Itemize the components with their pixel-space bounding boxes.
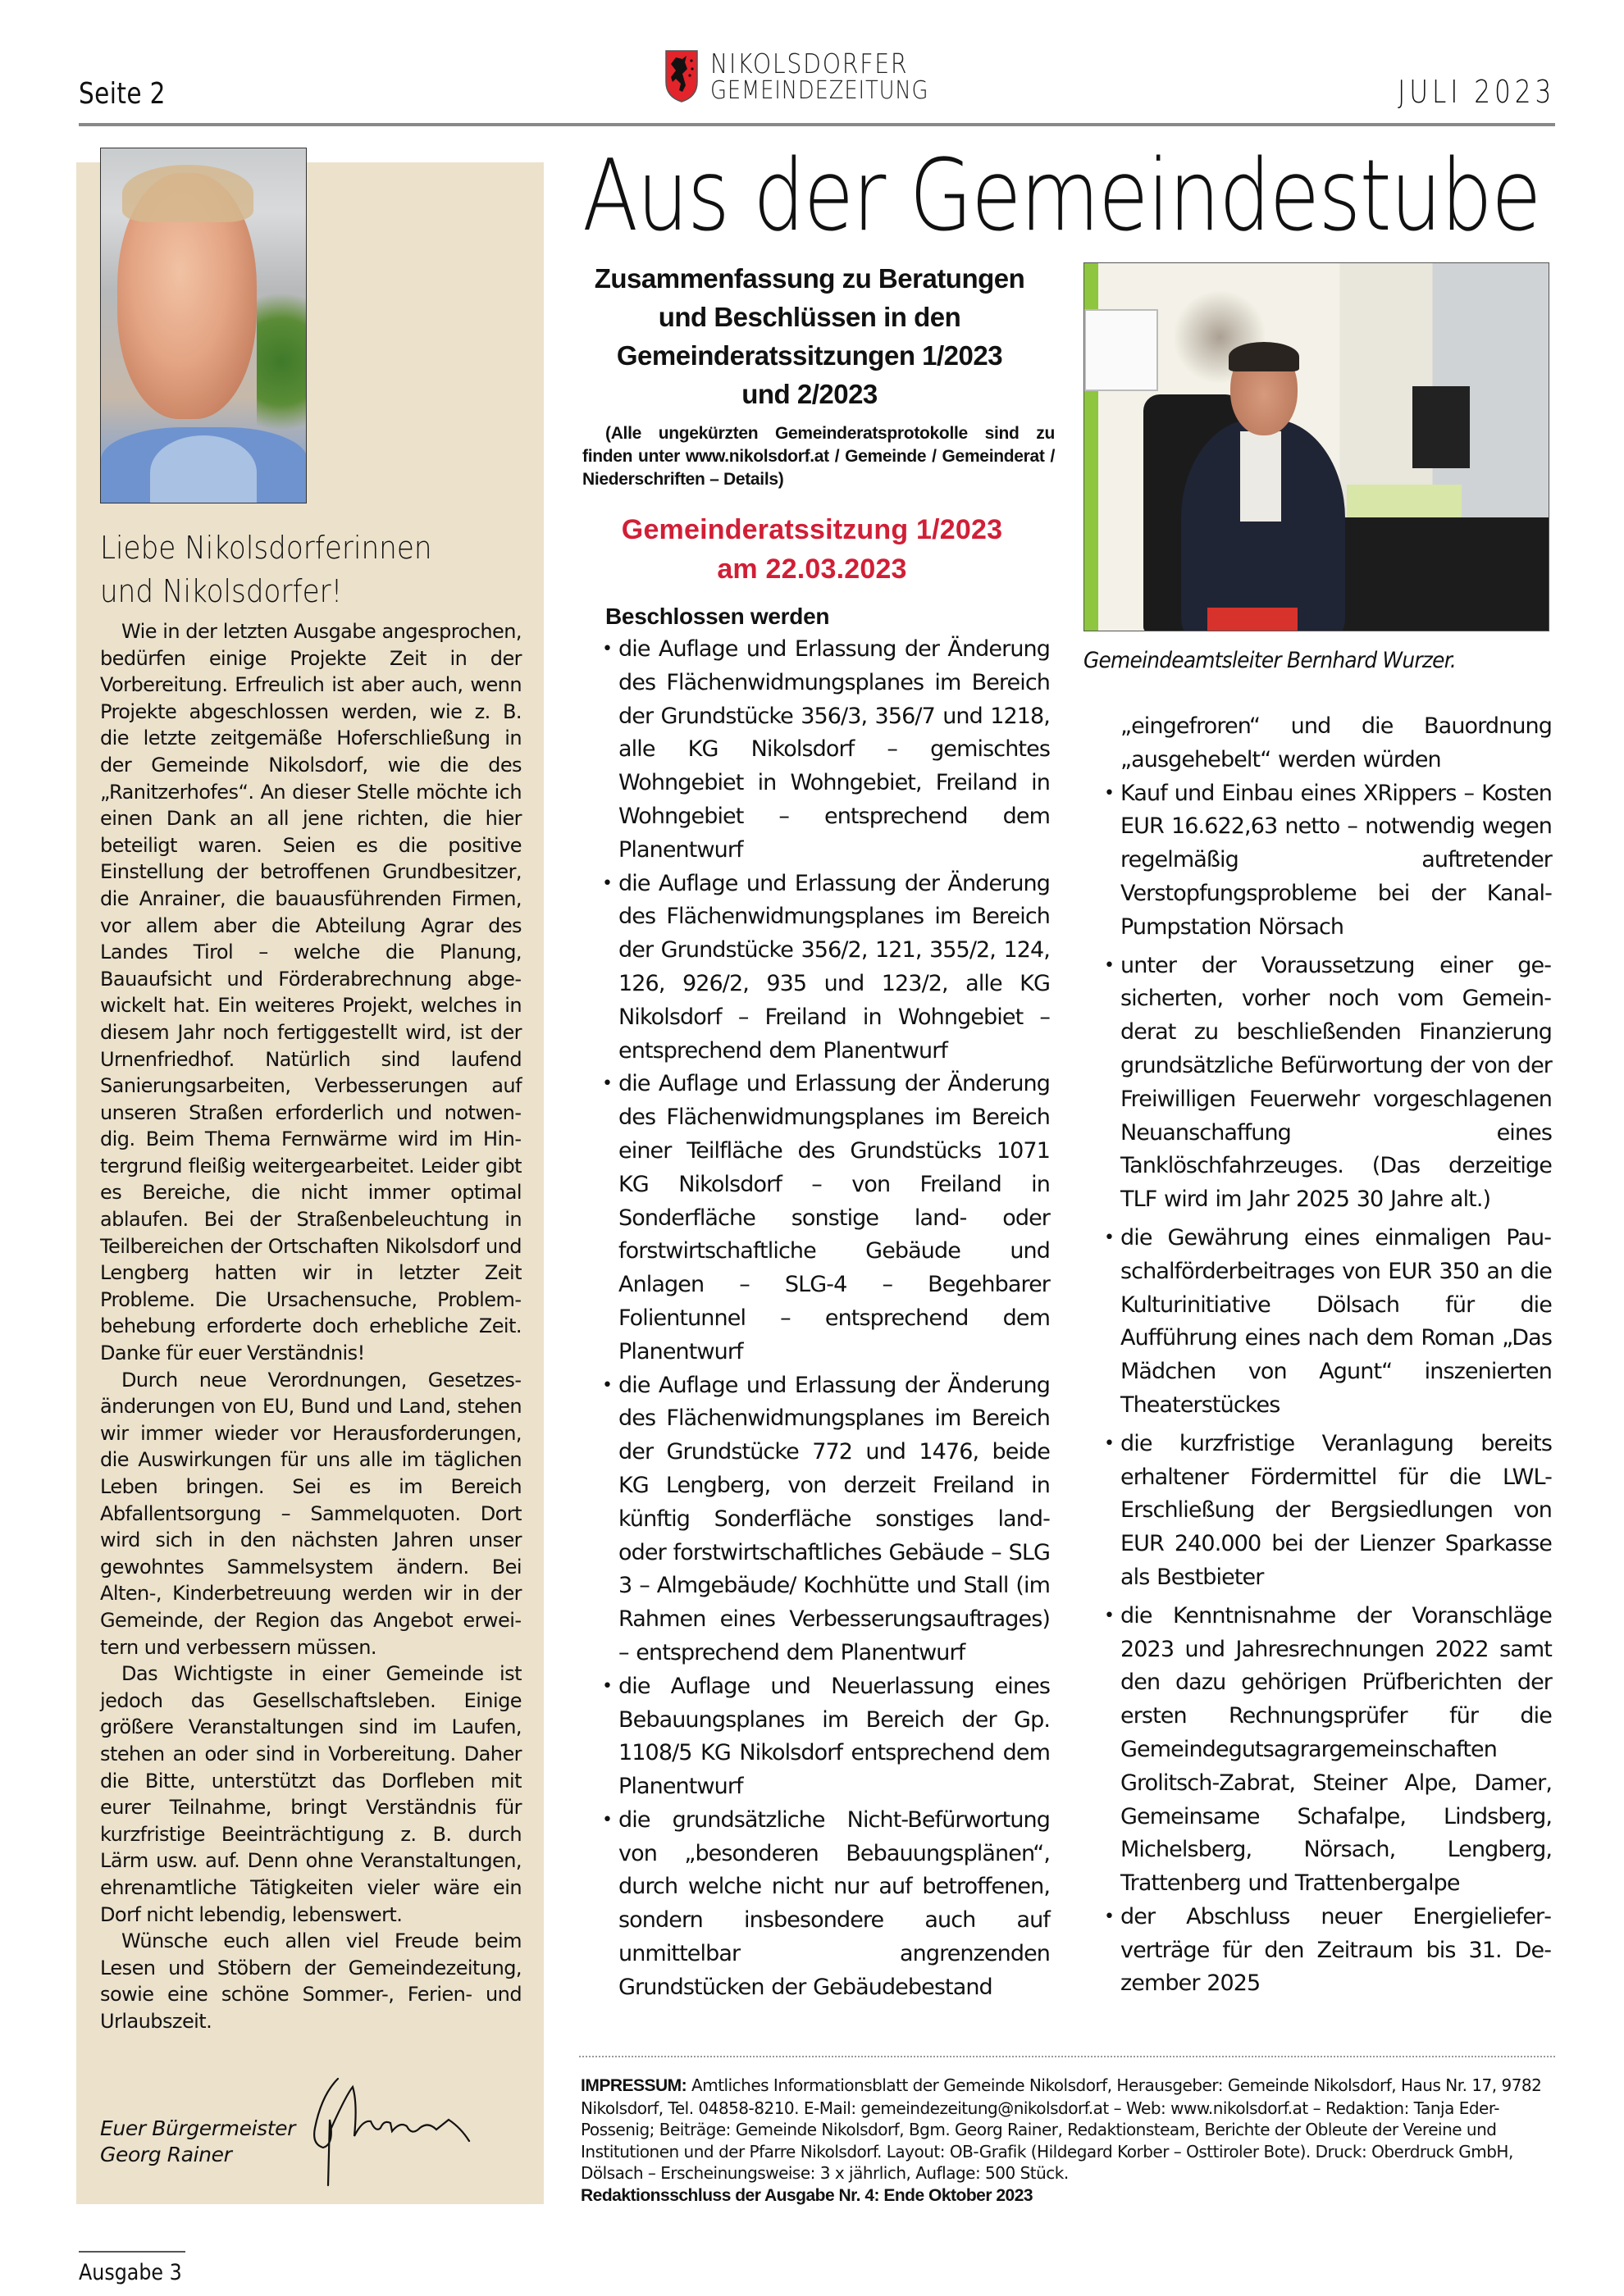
photo-caption: Gemeindeamtsleiter Bernhard Wurzer. — [1083, 648, 1457, 673]
impressum-divider — [579, 2056, 1555, 2057]
page-title: Aus der Gemeindestube — [582, 139, 1540, 253]
issue-date: JULI 2023 — [1397, 74, 1555, 110]
list-item: • die Auflage und Erlassung der Änderung des Flächenwidmungsplanes im Bereich einer Teilfläche des Grundstücks 1071 KG Nikolsdorf – von Freiland in Sonderfläche sonstige land- oder forstwirtschaftliche Gebäude und Anlagen – SLG-4 – Begehbarer Folientunnel – entsprechend dem Planentwurf — [604, 1068, 1050, 1369]
letter-body — [100, 618, 522, 2034]
impressum-label: IMPRESSUM: — [581, 2076, 687, 2095]
signature-icon — [305, 2062, 486, 2194]
list-item-continuation: „eingefroren“ und die Bauordnung „ausgehebelt“ werden würden — [1120, 713, 1552, 772]
letter-paragraph: Durch neue Verordnungen, Gesetzesänderungen von EU, Bund und Land, stehen wir immer wieder vor Herausforderungen, die Auswirkungen für uns alle im täglichen Leben bringen. Sei es im Bereich Abfallentsorgung – Sammelquoten. Dort wird sich in den nächsten Jahren unser gewohntes Sammelsystem ändern. Bei Alten-, Kinderbetreuung werden wir in der Gemeinde, der Region das Angebot erweitern und verbessern müssen. — [100, 1368, 522, 1659]
list-item: • unter der Voraussetzung einer gesicherten, vorher noch vom Gemeinderat zu beschließenden Finanzierung grundsätzliche Befürwortung der von der Freiwilligen Feuerwehr vorgeschlagenen Neuanschaffung eines Tanklöschfahrzeuges. (Das derzeitige TLF wird im Jahr 2025 30 Jahre alt.) — [1106, 950, 1552, 1217]
mayor-photo — [100, 148, 307, 503]
list-item: • die Auflage und Erlassung der Änderung des Flächenwidmungsplanes im Bereich der Grundstücke 356/3, 356/7 und 1218, alle KG Nikolsdorf – gemischtes Wohngebiet in Wohngebiet, Freiland in Wohngebiet – entsprechend dem Planentwurf — [604, 633, 1050, 868]
masthead-logo — [664, 49, 965, 103]
official-photo — [1083, 262, 1549, 631]
list-item: • die Auflage und Erlassung der Änderung des Flächenwidmungsplanes im Bereich der Grundstücke 772 und 1476, beide KG Lengberg, von derzeit Freiland in künftig Sonderfläche sonstiges land- oder forstwirtschaftliches Gebäude – SLG 3 – Almgebäude/ Kochhütte und Stall (im Rahmen eines Verbesserungsauftrages) – entsprechend dem Planentwurf — [604, 1369, 1050, 1670]
logo-title: NIKOLSDORFER — [710, 47, 909, 80]
letter-paragraph: Das Wichtigste in einer Gemeinde ist jedoch das Gesellschaftsleben. Einige größere Veranstaltungen sind im Laufen, stehen an oder sind in Vorbereitung. Daher die Bitte, unterstützt das Dorfleben mit eurer Teilnahme, bringt Verständnis für kurzfristige Beeinträchtigung z. B. durch Lärm usw. auf. Denn ohne Veranstaltungen, ehrenamtliche Tätigkeiten vieler wäre ein Dorf nicht lebendig, lebenswert. — [100, 1662, 522, 1926]
header-divider — [79, 123, 1555, 126]
impressum — [581, 2075, 1557, 2207]
coat-of-arms-icon — [664, 49, 699, 103]
list-item: • die Kenntnisnahme der Voranschläge 2023 und Jahresrechnungen 2022 samt den dazu gehörigen Prüfberichten der ersten Rechnungsprüfer für die Gemeindegutsagrargemeinschaften Grolitsch-Zabrat, Steiner Alpe, Damer, Gemeinsame Schafalpe, Lindsberg, Michelsberg, Nörsach, Lengberg, Trattenberg und Trattenbergalpe — [1106, 1600, 1552, 1901]
decisions-list-continued — [1106, 710, 1552, 2001]
summary-heading: Zusammenfassung zu Beratungen und Beschlüssen in den Gemeinderatssitzungen 1/2023 und 2/2023 — [594, 263, 1025, 409]
list-item: • die Gewährung eines einmaligen Pauschalförderbeitrages von EUR 350 an die Kulturinitiative Dölsach für die Aufführung eines nach dem Roman „Das Mädchen von Agunt“ inszenierten Theaterstückes — [1106, 1222, 1552, 1423]
letter-paragraph: Wünsche euch allen viel Freude beim Lesen und Stöbern der Gemeindezeitung, sowie eine schöne Sommer-, Ferien- und Urlaubszeit. — [100, 1929, 522, 2033]
letter-greeting: Liebe Nikolsdorferinnen und Nikolsdorfer! — [100, 530, 432, 609]
list-item: • der Abschluss neuer Energielieferverträge für den Zeitraum bis 31. Dezember 2025 — [1106, 1901, 1552, 2001]
logo-subtitle: GEMEINDEZEITUNG — [710, 75, 929, 105]
list-item: • die grundsätzliche Nicht-Befürwortung von „besonderen Bebauungsplänen“, durch welche nicht nur auf betroffenen, sondern insbesondere auch auf unmittelbar angrenzenden Grundstücken der Gebäudebestand — [604, 1804, 1050, 2005]
protocol-note: (Alle ungekürzten Gemeinderatsprotokolle sind zu finden unter www.nikolsdorf.at / Gemeinde / Gemeinderat / Niederschriften – Details) — [582, 424, 1055, 489]
footer-divider — [79, 2251, 185, 2253]
session-heading: Gemeinderatssitzung 1/2023 am 22.03.2023 — [621, 514, 1003, 585]
list-item: • die Auflage und Neuerlassung eines Bebauungsplanes im Bereich der Gp. 1108/5 KG Nikolsdorf entsprechend dem Planentwurf — [604, 1670, 1050, 1804]
list-item: • die Auflage und Erlassung der Änderung des Flächenwidmungsplanes im Bereich der Grundstücke 356/2, 121, 355/2, 124, 126, 926/2, 935 und 123/2, alle KG Nikolsdorf – Freiland in Wohngebiet – entsprechend dem Planentwurf — [604, 868, 1050, 1068]
letter-paragraph: Wie in der letzten Ausgabe angesprochen, bedürfen einige Projekte Zeit in der Vorbereitung. Erfreulich ist aber auch, wenn Projekte abgeschlossen werden, wie z. B. die letzte zeitgemäße Hoferschließung in der Gemeinde Nikolsdorf, wie die des „Ranitzerhofes“. An dieser Stelle möchte ich einen Dank an all jene richten, die hier beteiligt waren. Seien es die positive Einstellung der betroffenen Grundbesitzer, die Anrainer, die bauausführenden Firmen, vor allem aber die Abteilung Agrar des Landes Tirol – welche die Planung, Bauaufsicht und Förderabrechnung abgewickelt hat. Ein weiteres Projekt, welches in diesem Jahr noch fertiggestellt wird, ist der Urnenfriedhof. Natürlich sind laufend Sanierungsarbeiten, Verbesserungen auf unseren Straßen erforderlich und notwendig. Beim Thema Fernwärme wird im Hintergrund fleißig weitergearbeitet. Leider gibt es Bereiche, die nicht immer optimal ablaufen. Bei der Straßenbeleuchtung in Teilbereichen der Ortschaften Nikolsdorf und Lengberg hatten wir in letzter Zeit Probleme. Die Ursachensuche, Problembehebung erforderte doch erhebliche Zeit. Danke für euer Verständnis! — [100, 620, 522, 1365]
impressum-text: Amtliches Informationsblatt der Gemeinde Nikolsdorf, Herausgeber: Gemeinde Nikolsdorf, Haus Nr. 17, 9782 Nikolsdorf, Tel. 04858-8210. E-Mail: gemeindezeitung@nikolsdorf.at – Web: www.nikolsdorf.at – Redaktion: Tanja Eder-Possenig; Beiträge: Gemeinde Nikolsdorf, Bgm. Georg Rainer, Redaktionsteam, Berichte der Obleute der Vereine und Institutionen und der Pfarre Nikolsdorf. Layout: OB-Grafik (Hildegard Korber – Osttiroler Bote). Druck: Oberdruck GmbH, Dölsach – Erscheinungsweise: 3 x jährlich, Auflage: 500 Stück. — [581, 2075, 1542, 2183]
decisions-subheading: Beschlossen werden — [605, 604, 830, 629]
letter-closing: Euer Bürgermeister Georg Rainer — [100, 2116, 296, 2166]
list-item: • die kurzfristige Veranlagung bereits erhaltener Fördermittel für die LWL-Erschließung der Bergsiedlungen von EUR 240.000 bei der Lienzer Sparkasse als Bestbieter — [1106, 1428, 1552, 1595]
page-number: Seite 2 — [79, 77, 166, 111]
list-item: • Kauf und Einbau eines XRippers – Kosten EUR 16.622,63 netto – notwendig wegen regelmäßig auftretender Verstopfungsprobleme bei der Kanal-Pumpstation Nörsach — [1106, 777, 1552, 945]
editorial-deadline: Redaktionsschluss der Ausgabe Nr. 4: Ende Oktober 2023 — [581, 2185, 1033, 2205]
decisions-list — [604, 633, 1050, 2005]
issue-number: Ausgabe 3 — [79, 2260, 182, 2285]
